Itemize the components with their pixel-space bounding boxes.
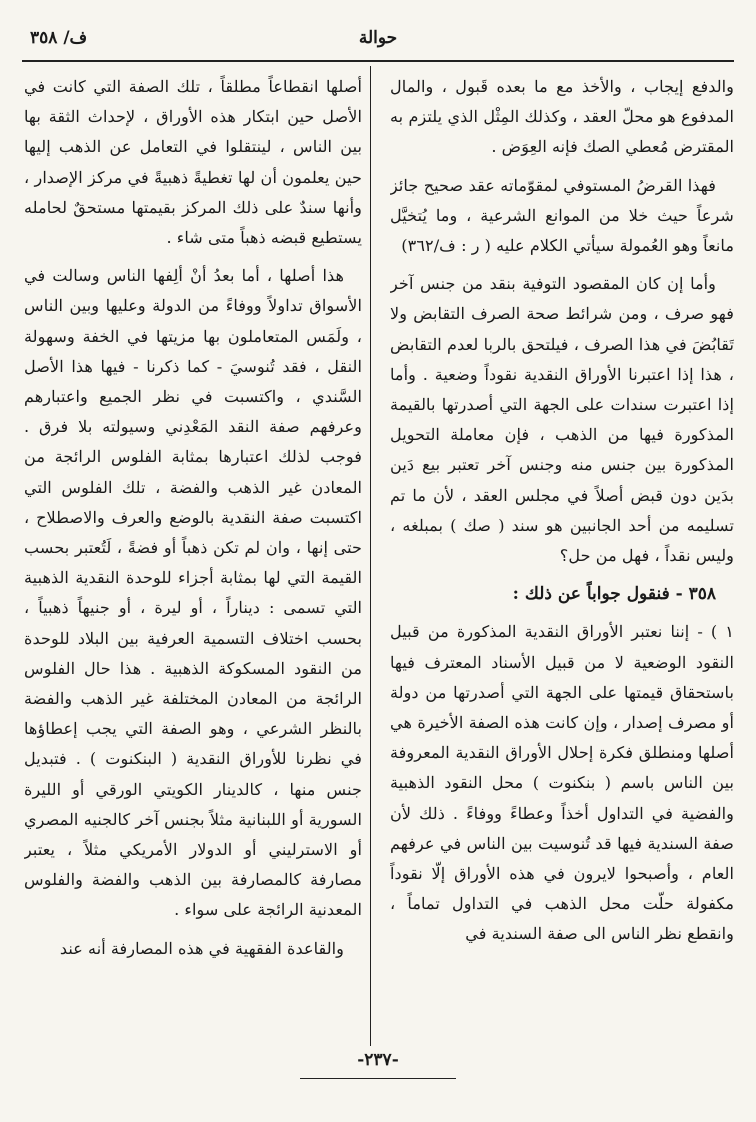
- paragraph: هذا أصلها ، أما بعدُ أنْ ألِفها الناس وسالت في الأسواق تداولاً ووفاءً من الدولة وعليها وبين الناس ، ولَمَس المتعاملون بها مزيتها في الخفة وسهولة النقل ، فقد تُنوسيَ - كما ذكرنا - فيها هذا الأصل السَّندي ، واكتسبت في نظر الجميع واعتبارهم وعرفهم صفة النقد المَعْدِني وسيولته بلا فرق . فوجب لذلك اعتبارها بمثابة الفلوس الرائجة من المعادن غير الذهب والفضة ، تلك الفلوس التي اكتسبت صفة النقدية بالوضع والعرف والاصطلاح ، حتى إنها ، وان لم تكن ذهباً أو فضةً ، لَتُعتبر بحسب القيمة التي لها بمثابة أجزاء للوحدة النقدية الذهبية التي تسمى : ديناراً ، أو ليرة ، أو جنيهاً ذهبياً ، بحسب اختلاف التسمية العرفية بين البلاد للوحدة من النقود المسكوكة الذهبية . هذا حال الفلوس الرائجة من المعادن المختلفة غير الذهب والفضة بالنظر الشرعي ، وهو الصفة التي يجب إعطاؤها في نظرنا للأوراق النقدية ( البنكنوت ) . فتبديل جنس منها ، كالدينار الكويتي الورقي أو الليرة السورية أو اللبنانية مثلاً بجنس آخر كالجنيه المصري أو الاسترليني أو الدولار الأمريكي مثلاً ، يعتبر مصارفة كالمصارفة بين الذهب والفضة والفلوس المعدنية الرائجة على سواء .: [24, 266, 362, 920]
- section-heading: ٣٥٨ - فنقول جواباً عن ذلك :: [512, 584, 716, 605]
- column-divider: [370, 66, 371, 1046]
- paragraph: وأما إن كان المقصود التوفية بنقد من جنس آخر فهو صرف ، ومن شرائط صحة الصرف التقابض ولا تَقابُضَ في هذا الصرف ، فيلتحق بالربا لعدم التقابض ، هذا إذا اعتبرنا الأوراق النقدية نقوداً وضعية . وأما إذا اعتبرت سندات على الجهة التي أصدرتها بالقيمة المذكورة فيها من الذهب ، فإن معاملة التحويل المذكورة بين جنس منه وجنس آخر تعتبر بيع دَين بدَين دون قبض أصلاً في مجلس العقد ، لأن ما تم تسليمه من أحد الجانبين هو سند ( صك ) بمبلغه ، وليس نقداً ، فهل من حل؟: [390, 274, 734, 566]
- footer-rule: [300, 1078, 456, 1079]
- paragraph: أصلها انقطاعاً مطلقاً ، تلك الصفة التي كانت في الأصل حين ابتكار هذه الأوراق ، لإحداث الثقة بها بين الناس ، لينتقلوا في التعامل عن الذهب إليها حين يعلمون أن لها تغطيةً ذهبيةً في مركز الإصدار ، وأنها سندٌ على ذلك المركز بقيمتها مستحقٌ لحامله يستطيع قبضه ذهباً متى شاء .: [24, 77, 362, 248]
- left-column: [24, 72, 362, 1042]
- running-title: حوالة: [358, 28, 398, 48]
- paragraph: والقاعدة الفقهية في هذه المصارفة أنه عند: [59, 938, 344, 958]
- paragraph: ١ ) - إننا نعتبر الأوراق النقدية المذكورة من قبيل النقود الوضعية لا من قبيل الأسناد المعترف فيها باستحقاق قيمتها على الجهة التي أصدرتها من دولة أو مصرف إصدار ، وإن كانت هذه الصفة الأخيرة هي أصلها ومنطلق فكرة إحلال الأوراق النقدية المعروفة بين الناس باسم ( بنكنوت ) محل النقود الذهبية والفضية في التداول أخذاً وعطاءً ووفاءً . ذلك لأن صفة السندية فيها قد تُنوسيت بين الناس في عرفهم العام ، وأصبحوا لايرون في هذه الأوراق إلّا نقوداً مكفولة حلّت محل الذهب في التداول تماماً ، وانقطع نظر الناس الى صفة السندية في: [390, 622, 734, 944]
- header-rule: [22, 60, 734, 62]
- section-reference: ف/ ٣٥٨: [30, 28, 88, 48]
- paragraph: والدفع إيجاب ، والأخذ مع ما بعده قَبول ، والمال المدفوع هو محلّ العقد ، وكذلك المِثْل الذي يلتزم به المقترض مُعطي الصك فإنه العِوَض .: [390, 77, 734, 157]
- right-column: [390, 72, 734, 1042]
- page-number: -٢٣٧-: [357, 1050, 399, 1070]
- paragraph: فهذا القرضُ المستوفي لمقوّماته عقد صحيح جائز شرعاً حيث خلا من الموانع الشرعية ، وما يُتخيَّل مانعاً وهو العُمولة سيأتي الكلام عليه ( ر : ف/٣٦٢): [390, 175, 734, 256]
- page-header: [22, 14, 734, 58]
